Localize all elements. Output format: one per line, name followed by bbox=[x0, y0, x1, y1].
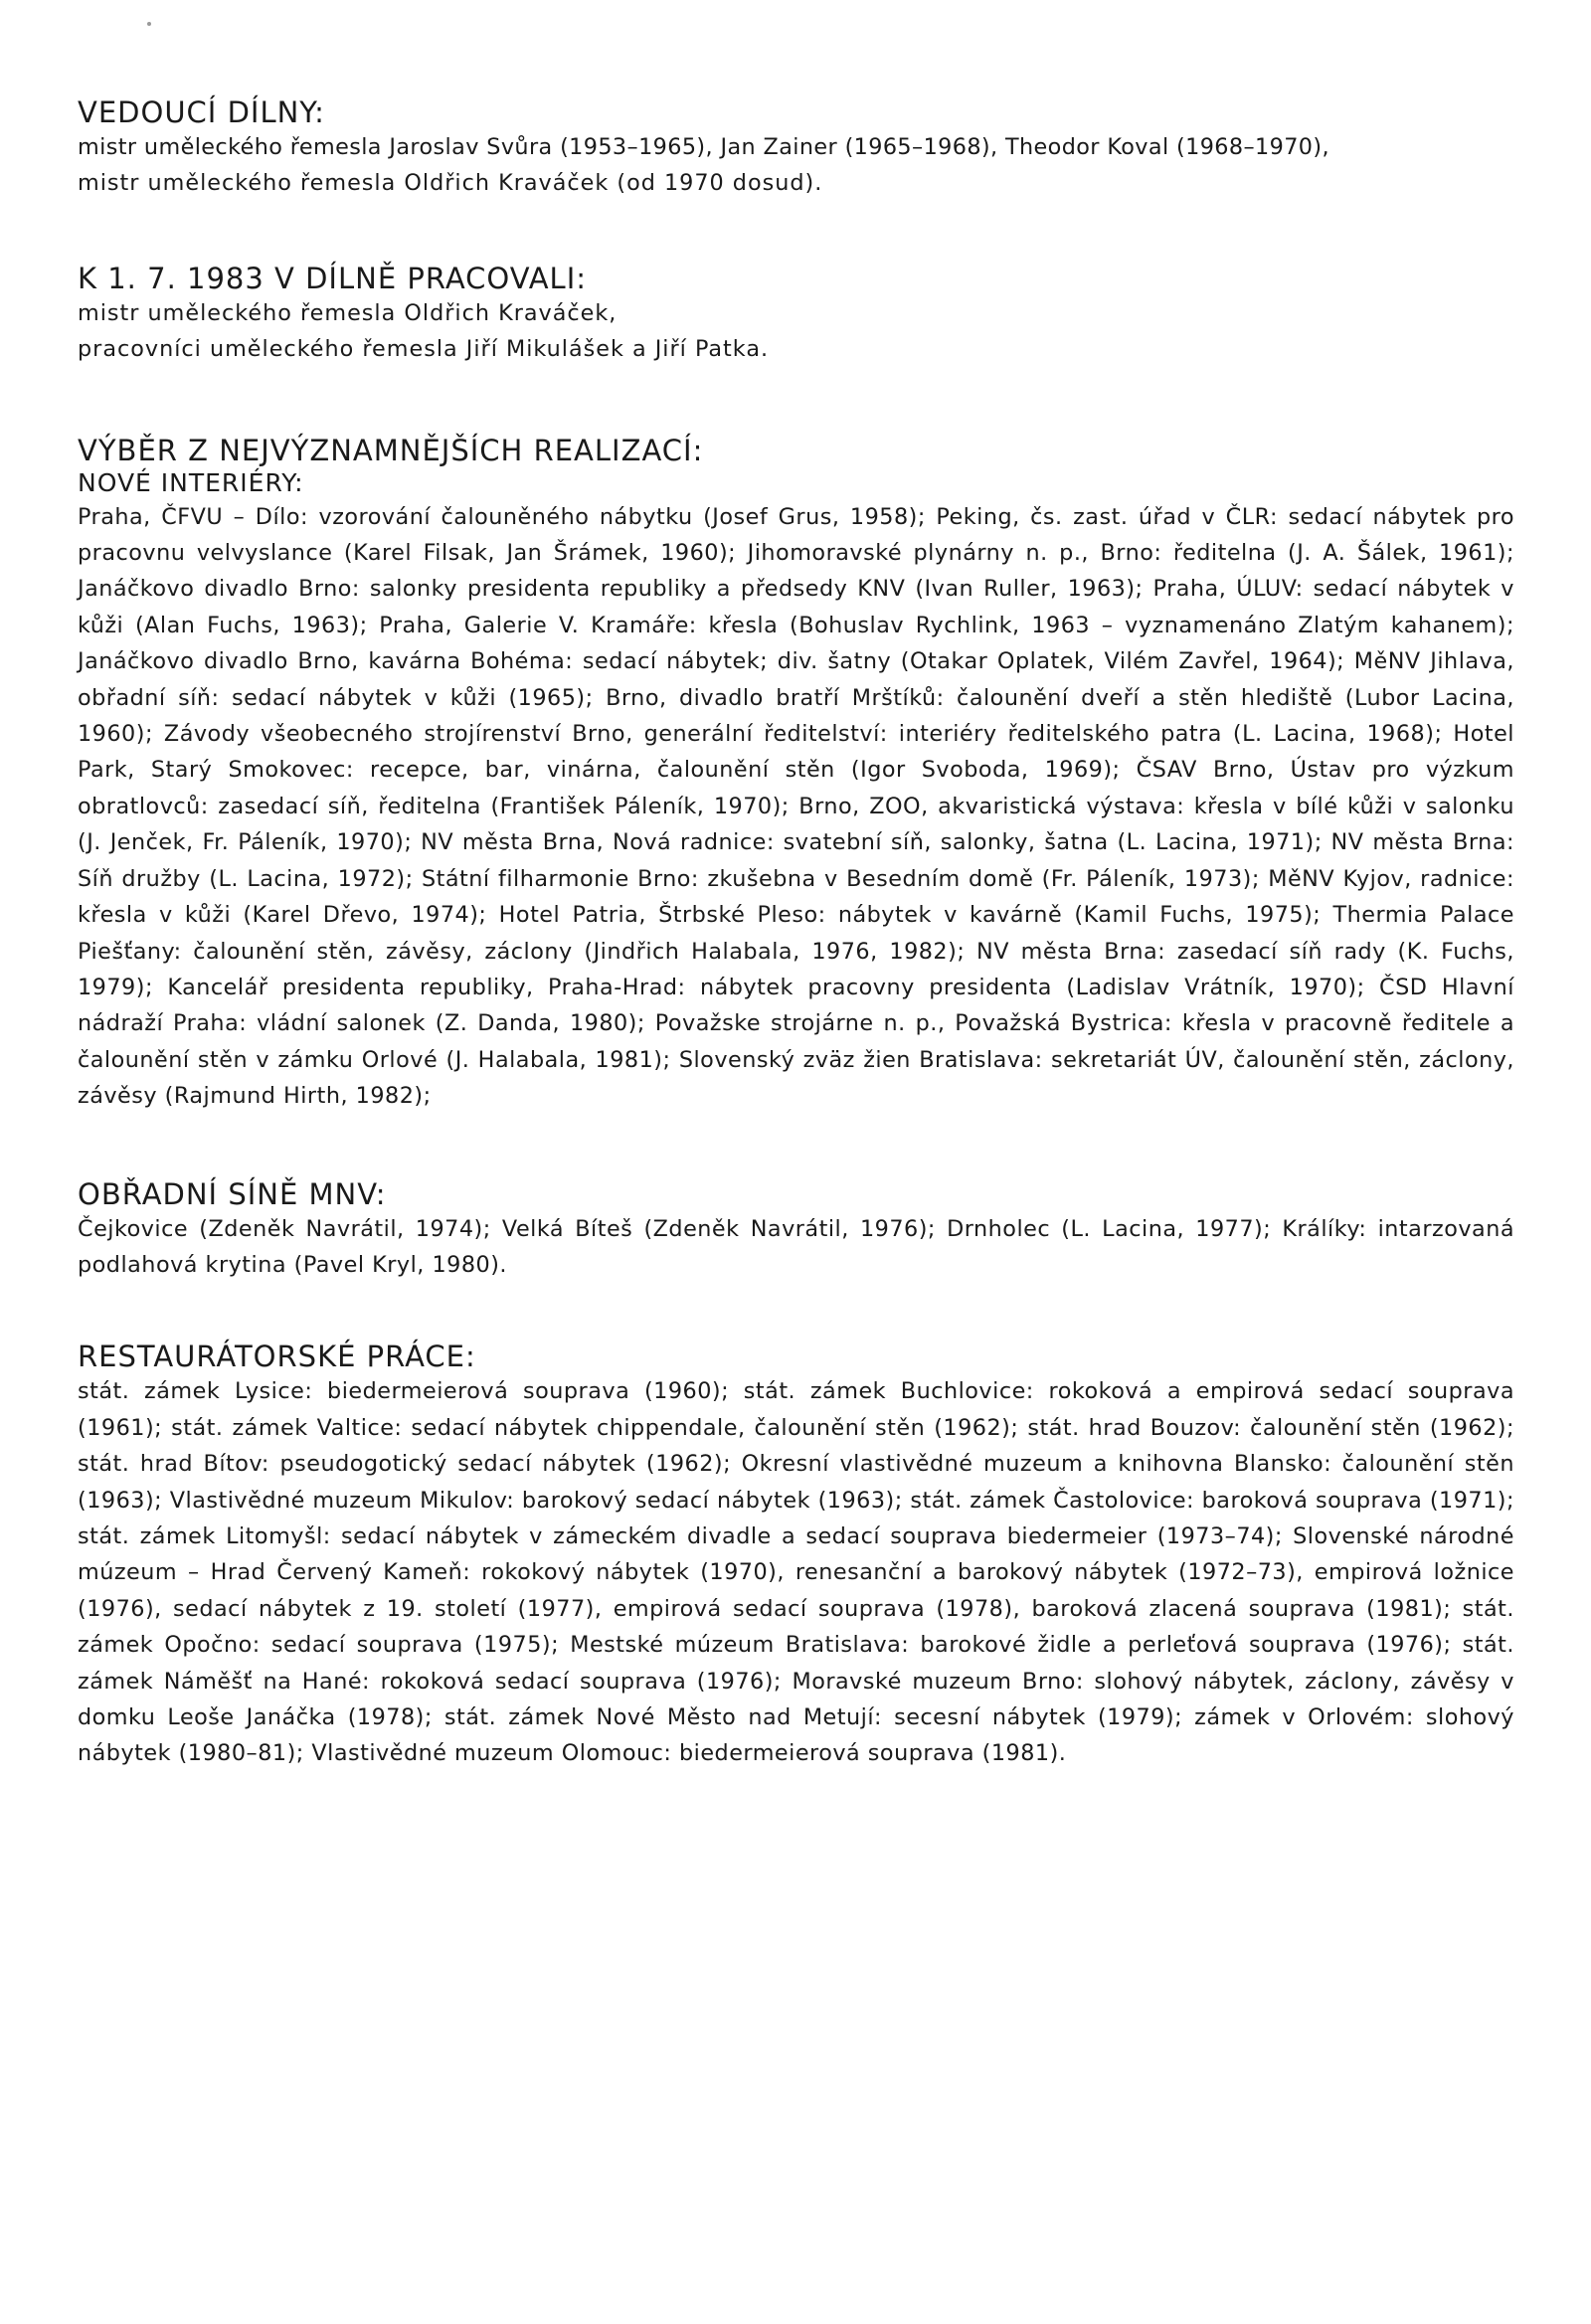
section-restoration-works bbox=[78, 1340, 1514, 1771]
section-selected-works bbox=[78, 434, 1514, 1115]
body-paragraph: Praha, ČFVU – Dílo: vzorování čalouněného nábytku (Josef Grus, 1958); Peking, čs. zast. úřad v ČLR: sedací nábytek pro pracovnu velvyslance (Karel Filsak, Jan Šrámek, 1960); Jihomoravské plynárny n. p., Brno: ředitelna (J. A. Šálek, 1961); Janáčkovo divadlo Brno: salonky presidenta republiky a předsedy KNV (Ivan Ruller, 1963); Praha, ÚLUV: sedací nábytek v kůži (Alan Fuchs, 1963); Praha, Galerie V. Kramáře: křesla (Bohuslav Rychlink, 1963 – vyznamenáno Zlatým kahanem); Janáčkovo divadlo Brno, kavárna Bohéma: sedací nábytek; div. šatny (Otakar Oplatek, Vilém Zavřel, 1964); MěNV Jihlava, obřadní síň: sedací nábytek v kůži (1965); Brno, divadlo bratří Mrštíků: čalounění dveří a stěn hlediště (Lubor Lacina, 1960); Závody všeobecného strojírenství Brno, generální ředitelství: interiéry ředitelského patra (L. Lacina, 1968); Hotel Park, Starý Smokovec: recepce, bar, vinárna, čalounění stěn (Igor Svoboda, 1969); ČSAV Brno, Ústav pro výzkum obratlovců: zasedací síň, ředitelna (František Páleník, 1970); Brno, ZOO, akvaristická výstava: křesla v bílé kůži v salonku (J. Jenček, Fr. Páleník, 1970); NV města Brna, Nová radnice: svatební síň, salonky, šatna (L. Lacina, 1971); NV města Brna: Síň družby (L. Lacina, 1972); Státní filharmonie Brno: zkušebna v Besedním domě (Fr. Páleník, 1973); MěNV Kyjov, radnice: křesla v kůži (Karel Dřevo, 1974); Hotel Patria, Štrbské Pleso: nábytek v kavárně (Kamil Fuchs, 1975); Thermia Palace Piešťany: čalounění stěn, závěsy, záclony (Jindřich Halabala, 1976, 1982); NV města Brna: zasedací síň rady (K. Fuchs, 1979); Kancelář presidenta republiky, Praha-Hrad: nábytek pracovny presidenta (Ladislav Vrátník, 1970); ČSD Hlavní nádraží Praha: vládní salonek (Z. Danda, 1980); Považske strojárne n. p., Považská Bystrica: křesla v pracovně ředitele a čalounění stěn v zámku Orlové (J. Halabala, 1981); Slovenský zväz žien Bratislava: sekretariát ÚV, čalounění stěn, záclony, závěsy (Rajmund Hirth, 1982); bbox=[78, 503, 1514, 1110]
page-speck bbox=[147, 22, 151, 26]
text-line: mistr uměleckého řemesla Oldřich Kraváček (od 1970 dosud). bbox=[78, 170, 823, 197]
section-staff-1983 bbox=[78, 262, 1514, 368]
section-heading: RESTAURÁTORSKÉ PRÁCE: bbox=[78, 1340, 476, 1374]
section-heading: VEDOUCÍ DÍLNY: bbox=[78, 95, 325, 129]
text-line: pracovníci uměleckého řemesla Jiří Mikulášek a Jiří Patka. bbox=[78, 336, 770, 363]
body-paragraph: stát. zámek Lysice: biedermeierová souprava (1960); stát. zámek Buchlovice: rokoková a empirová sedací souprava (1961); stát. zámek Valtice: sedací nábytek chippendale, čalounění stěn (1962); stát. hrad Bouzov: čalounění stěn (1962); stát. hrad Bítov: pseudogotický sedací nábytek (1962); Okresní vlastivědné muzeum a knihovna Blansko: čalounění stěn (1963); Vlastivědné muzeum Mikulov: barokový sedací nábytek (1963); stát. zámek Častolovice: baroková souprava (1971); stát. zámek Litomyšl: sedací nábytek v zámeckém divadle a sedací souprava biedermeier (1973–74); Slovenské národné múzeum – Hrad Červený Kameň: rokokový nábytek (1970), renesanční a barokový nábytek (1972–73), empirová ložnice (1976), sedací nábytek z 19. století (1977), empirová sedací souprava (1978), baroková zlacená souprava (1981); stát. zámek Opočno: sedací souprava (1975); Mestské múzeum Bratislava: barokové židle a perleťová souprava (1976); stát. zámek Náměšť na Hané: rokoková sedací souprava (1976); Moravské muzeum Brno: slohový nábytek, záclony, závěsy v domku Leoše Janáčka (1978); stát. zámek Nové Město nad Metují: secesní nábytek (1979); zámek v Orlovém: slohový nábytek (1980–81); Vlastivědné muzeum Olomouc: biedermeierová souprava (1981). bbox=[78, 1378, 1514, 1767]
text-line: mistr uměleckého řemesla Jaroslav Svůra (1953–1965), Jan Zainer (1965–1968), Theodor Koval (1968–1970), bbox=[78, 134, 1329, 160]
section-heading: OBŘADNÍ SÍNĚ MNV: bbox=[78, 1176, 387, 1211]
section-vedouci-dilny bbox=[78, 95, 1514, 202]
body-paragraph: Čejkovice (Zdeněk Navrátil, 1974); Velká Bíteš (Zdeněk Navrátil, 1976); Drnholec (L. Lacina, 1977); Králíky: intarzovaná podlahová krytina (Pavel Kryl, 1980). bbox=[78, 1215, 1514, 1278]
document-page bbox=[78, 95, 1514, 1772]
text-line: mistr uměleckého řemesla Oldřich Kraváček, bbox=[78, 299, 618, 326]
section-subheading: NOVÉ INTERIÉRY: bbox=[78, 467, 304, 497]
section-ceremonial-halls bbox=[78, 1177, 1514, 1284]
section-heading: K 1. 7. 1983 V DÍLNĚ PRACOVALI: bbox=[78, 261, 588, 295]
section-heading: VÝBĚR Z NEJVÝZNAMNĚJŠÍCH REALIZACÍ: bbox=[78, 433, 704, 467]
